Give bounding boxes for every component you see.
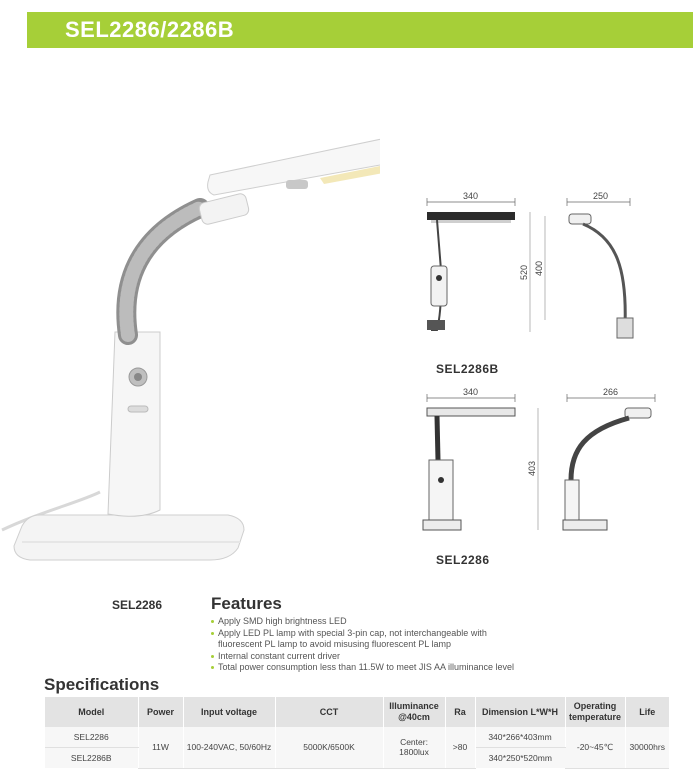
specifications-title: Specifications <box>44 675 160 694</box>
col-header-ra: Ra <box>445 697 475 727</box>
dim-sel2286-front-width: 340 <box>463 387 479 397</box>
dim-sel2286-front-height: 403 <box>527 460 537 476</box>
drawing-sel2286b-front <box>427 191 515 330</box>
cell-life: 30000hrs <box>625 727 669 768</box>
dim-sel2286b-side-width: 250 <box>593 191 609 201</box>
specifications-table <box>45 697 669 769</box>
feature-item: Apply LED PL lamp with special 3-pin cap, not interchangeable with fluorescent PL lamp to avoid misusing fluorescent PL lamp <box>211 628 518 651</box>
table-header-row <box>45 697 669 727</box>
technical-drawings <box>405 180 695 580</box>
col-header-model: Model <box>45 697 138 727</box>
lamp-column <box>108 332 160 516</box>
product-photo <box>0 110 380 580</box>
cell-operating-temperature: -20~45℃ <box>565 727 625 768</box>
feature-item: Apply SMD high brightness LED <box>211 616 691 628</box>
bullet-dot-icon <box>211 666 214 669</box>
col-header-power: Power <box>138 697 183 727</box>
bullet-dot-icon <box>211 655 214 658</box>
cell-dimension: 340*250*520mm <box>475 748 565 769</box>
bullet-dot-icon <box>211 632 214 635</box>
dim-sel2286b-side-height: 400 <box>534 260 544 276</box>
features-list <box>211 616 691 674</box>
col-header-life: Life <box>625 697 669 727</box>
lamp-base <box>14 515 244 560</box>
feature-item: Internal constant current driver <box>211 651 691 663</box>
cell-cct: 5000K/6500K <box>275 727 383 768</box>
drawing-sel2286b-height <box>519 212 530 332</box>
drawing-sel2286-front <box>423 387 538 530</box>
drawing-label-sel2286b: SEL2286B <box>436 362 499 376</box>
col-header-dimension: Dimension L*W*H <box>475 697 565 727</box>
page-title: SEL2286/2286B <box>65 17 235 42</box>
photo-label: SEL2286 <box>112 598 163 612</box>
features-title: Features <box>211 594 282 613</box>
bullet-dot-icon <box>211 620 214 623</box>
cell-illuminance: Center: 1800lux <box>383 727 445 768</box>
title-banner <box>27 12 693 48</box>
drawing-sel2286-side <box>563 387 655 530</box>
col-header-input-voltage: Input voltage <box>183 697 275 727</box>
cell-model: SEL2286 <box>45 727 138 748</box>
cell-input-voltage: 100-240VAC, 50/60Hz <box>183 727 275 768</box>
col-header-operating-temperature: Operating temperature <box>565 697 625 727</box>
cell-ra: >80 <box>445 727 475 768</box>
col-header-illuminance: Illuminance @40cm <box>383 697 445 727</box>
feature-item: Total power consumption less than 11.5W to meet JIS AA illuminance level <box>211 662 691 674</box>
dim-sel2286b-front-height: 520 <box>519 264 529 280</box>
drawing-label-sel2286: SEL2286 <box>436 553 490 567</box>
col-header-cct: CCT <box>275 697 383 727</box>
dim-sel2286-side-width: 266 <box>603 387 619 397</box>
drawing-sel2286b-side <box>534 191 633 338</box>
cell-model: SEL2286B <box>45 748 138 769</box>
table-row <box>45 727 669 748</box>
dim-sel2286b-front-width: 340 <box>463 191 479 201</box>
cell-dimension: 340*266*403mm <box>475 727 565 748</box>
cell-power: 11W <box>138 727 183 768</box>
